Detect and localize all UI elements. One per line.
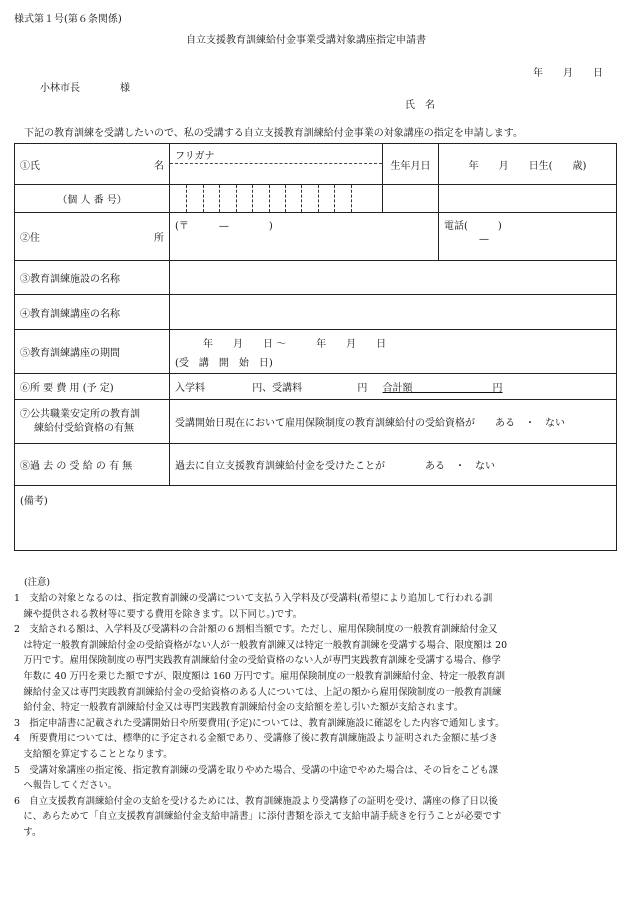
past-receipt-label-cell — [15, 444, 170, 486]
note-line: に、あらためて「自立支援教育訓練給付金支給申請書」に添付書類を添えて支給申請手続きを行うことが必要です — [14, 811, 502, 823]
hellowork-label-line2: 練給付受給資格の有無 — [34, 422, 134, 434]
application-form-table — [14, 143, 617, 551]
fee-label-cell — [15, 374, 170, 400]
my-number-field[interactable] — [170, 185, 383, 213]
hellowork-label-cell — [15, 400, 170, 444]
tuition-fee-label: 円、受講料 — [252, 383, 303, 394]
postal-code-field[interactable]: (〒 — ) — [175, 221, 273, 232]
note-line: 給付金、特定一般教育訓練給付金又は専門実践教育訓練給付金の支給額を差し引いた額が支給されます。 — [14, 702, 464, 714]
facility-label: ③教育訓練施設の名称 — [20, 274, 120, 285]
phone-field[interactable] — [439, 213, 617, 261]
note-line: 1 支給の対象となるのは、指定教育訓練の受講について支払う入学料及び受講料(希望により追加して行われる訓 — [14, 593, 493, 604]
phone-label: 電話( ) — [444, 221, 502, 232]
address-label: ②住 — [20, 233, 40, 244]
admission-fee-label: 入学料 — [175, 383, 205, 394]
note-line: 練給付金又は専門実践教育訓練給付金の受給資格のある人については、上記の額から雇用保険制度の一般教育訓練 — [14, 686, 502, 698]
course-label: ④教育訓練講座の名称 — [20, 308, 120, 320]
note-line: 2 支給される額は、入学料及び受講料の合計額の６割相当額です。ただし、雇用保険制度の一般教育訓練給付金又 — [14, 624, 498, 636]
hellowork-eligibility-choice[interactable]: 受講開始日現在において雇用保険制度の教育訓練給付の受給資格が ある ・ ない — [175, 418, 565, 429]
course-label-cell — [15, 295, 170, 330]
name-label-cell — [15, 144, 170, 185]
note-line: 6 自立支援教育訓練給付金の支給を受けるためには、教育訓練施設より受講修了の証明を受け、講座の修了日以後 — [14, 795, 498, 807]
remarks-field[interactable] — [15, 486, 617, 551]
hellowork-label-line1: ⑦公共職業安定所の教育訓 — [20, 408, 140, 420]
period-label-cell — [15, 330, 170, 374]
facility-name-field[interactable] — [170, 261, 617, 295]
fee-field[interactable] — [170, 374, 617, 400]
course-name-field[interactable] — [170, 295, 617, 330]
remarks-label: (備考) — [20, 496, 48, 507]
notes-heading: (注意) — [24, 577, 51, 588]
form-number: 様式第１号(第６条関係) — [14, 14, 122, 25]
age-empty-cell — [439, 185, 617, 213]
name-label: ①氏 — [20, 160, 40, 172]
note-line: 3 指定申請書に記載された受講開始日や所要費用(予定)については、教育訓練施設に確認をした内容で通知します。 — [14, 717, 505, 729]
applicant-name-label: 氏 名 — [405, 100, 435, 111]
birth-empty-cell — [383, 185, 439, 213]
address-label-cell — [15, 213, 170, 261]
phone-dash: — — [479, 234, 489, 245]
furigana-field[interactable] — [170, 144, 382, 164]
period-field[interactable] — [170, 330, 617, 374]
furigana-label: フリガナ — [175, 151, 215, 162]
note-line: 支給額を算定することとなります。 — [14, 749, 173, 760]
my-number-label: （個 人 番 号） — [57, 195, 127, 206]
intro-text: 下記の教育訓練を受講したいので、私の受講する自立支援教育訓練給付金事業の対象講座の指定を申請します。 — [24, 128, 523, 139]
name-input-cell[interactable] — [170, 144, 383, 185]
note-line: 練や提供される教材等に要する費用を除きます。以下同じ。)です。 — [14, 608, 303, 620]
address-label-suffix: 所 — [154, 233, 164, 244]
note-line: 万円です。雇用保険制度の専門実践教育訓練給付金の受給資格のない人が専門実践教育訓練を受講する場合、修学 — [14, 655, 501, 667]
total-fee-field[interactable]: 合計額 円 — [382, 383, 503, 394]
period-start-note: (受 講 開 始 日) — [175, 357, 273, 369]
note-line: 4 所要費用については、標準的に予定される金額であり、受講修了後に教育訓練施設より証明された金額に基づき — [14, 733, 498, 745]
birth-date-value: 年 月 日生( 歳) — [468, 160, 587, 172]
period-label: ⑤教育訓練講座の期間 — [20, 348, 120, 359]
note-line: 5 受講対象講座の指定後、指定教育訓練の受講を取りやめた場合、受講の中途でやめた場合は、その旨をこども課 — [14, 764, 499, 776]
my-number-label-cell — [15, 185, 170, 213]
birth-label: 生年月日 — [390, 160, 431, 172]
birth-date-field[interactable] — [439, 144, 617, 185]
period-value: 年 月 日 〜 年 月 日 — [203, 338, 387, 350]
tuition-yen: 円 — [357, 383, 368, 394]
fee-label: ⑥所 要 費 用 (予 定) — [20, 383, 114, 394]
past-receipt-field[interactable] — [170, 444, 617, 486]
note-line: 年数に 40 万円を乗じた額ですが、限度額は 160 万円です。雇用保険制度の一般教育訓練給付金、特定一般教育訓 — [14, 671, 505, 682]
hellowork-eligibility-field[interactable] — [170, 400, 617, 444]
note-line: へ報告してください。 — [14, 780, 118, 792]
date-field[interactable]: 年 月 日 — [533, 68, 603, 79]
past-receipt-label: ⑧過 去 の 受 給 の 有 無 — [20, 461, 133, 472]
page-title: 自立支援教育訓練給付金事業受講対象講座指定申請書 — [186, 35, 426, 46]
name-label-suffix: 名 — [154, 160, 164, 172]
birth-label-cell — [383, 144, 439, 185]
note-line: す。 — [14, 827, 42, 838]
note-line: は特定一般教育訓練給付金の受給資格がない人が一般教育訓練又は特定一般教育訓練を受講する場合、限度額は 20 — [14, 639, 508, 651]
addressee: 小林市長 様 — [40, 83, 130, 94]
my-number-digit-boxes[interactable] — [171, 185, 367, 212]
address-field[interactable] — [170, 213, 439, 261]
facility-label-cell — [15, 261, 170, 295]
past-receipt-choice[interactable]: 過去に自立支援教育訓練給付金を受けたことが ある ・ ない — [175, 461, 495, 472]
